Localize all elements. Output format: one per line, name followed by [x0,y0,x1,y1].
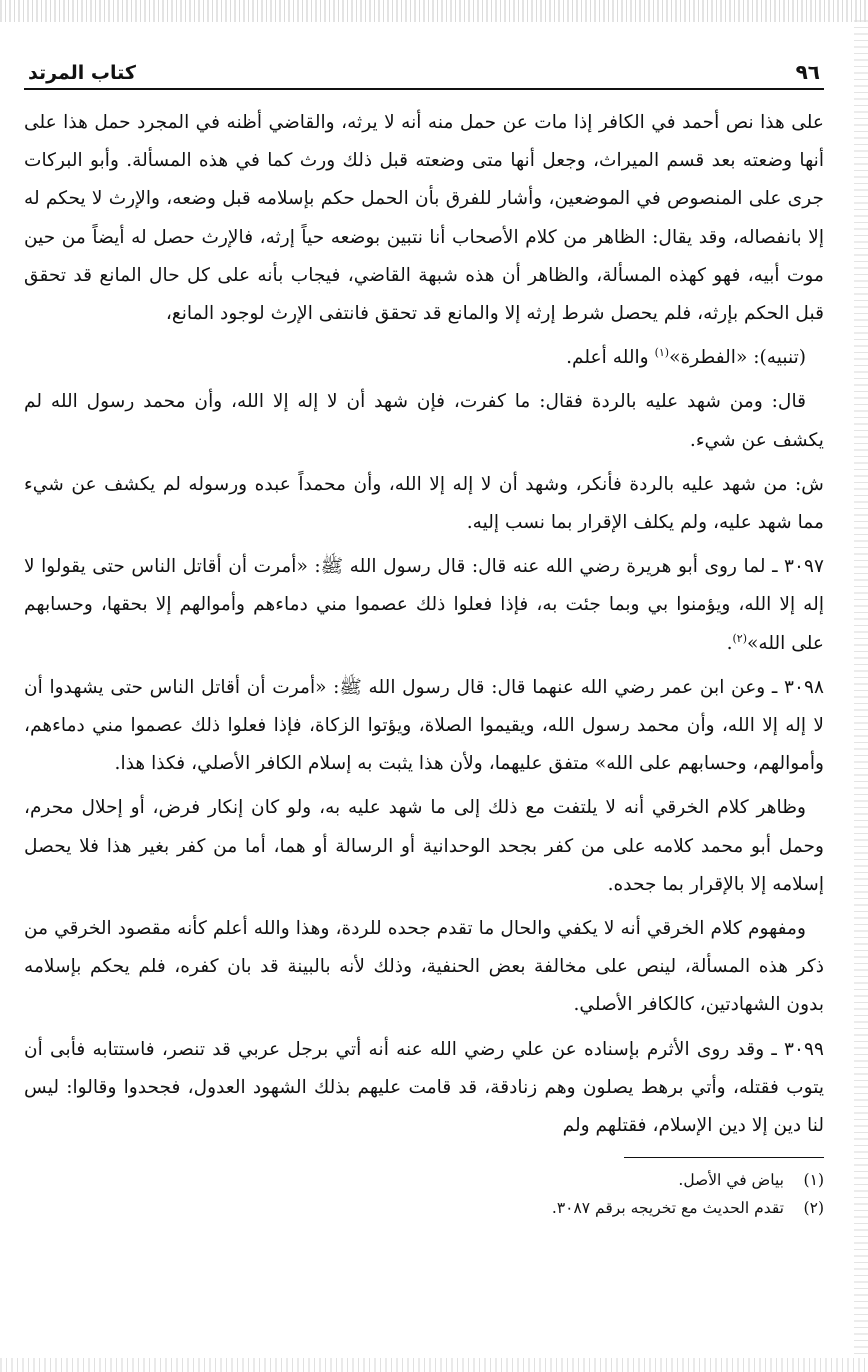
page-number: ٩٦ [795,60,820,84]
paragraph-text: ش: من شهد عليه بالردة فأنكر، وشهد أن لا إله إلا الله، وأن محمداً عبده ورسوله لم يكشف عن شيء مما شهد عليه، ولم يكلف الإقرار بما نسب إليه. [24,473,824,534]
paragraph-matn [24,383,824,459]
note-tail: والله أعلم. [566,347,655,369]
paragraph-inheritance [24,104,824,333]
footnote-number: (٢) [803,1199,824,1218]
running-head [24,44,824,90]
paragraph-mafhum [24,910,824,1025]
paragraph-text: على هذا نص أحمد في الكافر إذا مات عن حمل منه أنه لا يرثه، والقاضي أظنه في المجرد حمل هذا على أنها وضعته بعد قسم الميراث، وجعل أنها متى وضعته قبل ذلك ورث كما في هذه المسألة. وأبو البركات جرى على المنصوص في الموضعين، وأشار للفرق بأن الحمل حكم بإسلامه قبل وضعه، والإرث لا يحكم له إلا بانفصاله، وقد يقال: الظاهر من كلام الأصحاب أنا نتبين بوضعه حياً إرثه، فالإرث حصل له أيضاً من حين موت أبيه، فهو كهذه المسألة، والظاهر أن هذه شبهة القاضي، فيجاب بأنه على كل حال المانع قد تحقق قبل الحكم بإرثه، فلم يحصل شرط إرثه إلا والمانع قد تحقق فانتفى الإرث لوجود المانع، [24,112,824,325]
footnote-rule [624,1157,824,1158]
paragraph-text: ٣٠٩٧ ـ لما روى أبو هريرة رضي الله عنه قال: قال رسول الله ﷺ: «أمرت أن أقاتل الناس حتى يقولوا لا إله إلا الله، ويؤمنوا بي وبما جئت به، فإذا فعلوا ذلك عصموا مني دماءهم وأموالهم إلا بحقها، وحسابهم على الله» [24,556,824,654]
note-paragraph [24,339,824,377]
book-page [24,44,824,1222]
book-title: كتاب المرتد [28,62,136,84]
paragraph-text: ٣٠٩٨ ـ وعن ابن عمر رضي الله عنهما قال: قال رسول الله ﷺ: «أمرت أن أقاتل الناس حتى يشهدوا أن لا إله إلا الله، وأن محمد رسول الله، ويقيموا الصلاة، ويؤتوا الزكاة، فإذا فعلوا ذلك عصموا مني دماءهم، وأموالهم، وحسابهم على الله» متفق عليهما، ولأن هذا يثبت به إسلام الكافر الأصلي، فكذا هذا. [24,676,824,775]
paragraph-hadith-3098 [24,669,824,784]
footnote-text: تقدم الحديث مع تخريجه برقم ٣٠٨٧. [551,1199,784,1218]
paragraph-end: . [726,632,733,654]
footnotes [24,1166,824,1222]
paragraph-text: ومفهوم كلام الخرقي أنه لا يكفي والحال ما تقدم جحده للردة، وهذا والله أعلم كأنه مقصود الخرقي من ذكر هذه المسألة، لينص على مخالفة بعض الحنفية، وذلك لأنه بالبينة قد بان كفره، فلم يحكم بإسلامه بدون الشهادتين، كالكافر الأصلي. [24,918,824,1016]
footnote-ref-1: (١) [654,346,670,360]
footnote-ref-2: (٢) [732,631,747,645]
scan-edge-top [0,0,868,22]
paragraph-text: ٣٠٩٩ ـ وقد روى الأثرم بإسناده عن علي رضي الله عنه أنه أتي برجل عربي قد تنصر، فاستتابه فأبى أن يتوب فقتله، وأتي برهط يصلون وهم زنادقة، قد قامت عليهم بذلك الشهود العدول، فجحدوا وقالوا: ليس لنا دين إلا دين الإسلام، فقتلهم ولم [24,1038,824,1137]
footnote-1 [24,1166,824,1194]
note-lead: (تنبيه): «الفطرة» [669,347,806,369]
paragraph-sharh [24,466,824,542]
paragraph-hadith-3099 [24,1031,824,1146]
body-text [24,104,824,1145]
paragraph-kharaqi [24,789,824,904]
paragraph-text: قال: ومن شهد عليه بالردة فقال: ما كفرت، فإن شهد أن لا إله إلا الله، وأن محمد رسول الله لم يكشف عن شيء. [24,391,824,451]
scan-edge-right [854,20,868,1358]
footnote-text: بياض في الأصل. [678,1171,784,1190]
scan-edge-bottom [0,1358,868,1372]
footnote-2 [24,1194,824,1222]
paragraph-text: وظاهر كلام الخرقي أنه لا يلتفت مع ذلك إلى ما شهد عليه به، ولو كان إنكار فرض، أو إحلال محرم، وحمل أبو محمد كلامه على من كفر بجحد الوحدانية أو الرسالة أو هما، أما من كفر بغير هذا فلا يحصل إسلامه إلا بالإقرار بما جحده. [24,797,824,895]
paragraph-hadith-3097 [24,548,824,663]
footnote-number: (١) [803,1171,824,1190]
